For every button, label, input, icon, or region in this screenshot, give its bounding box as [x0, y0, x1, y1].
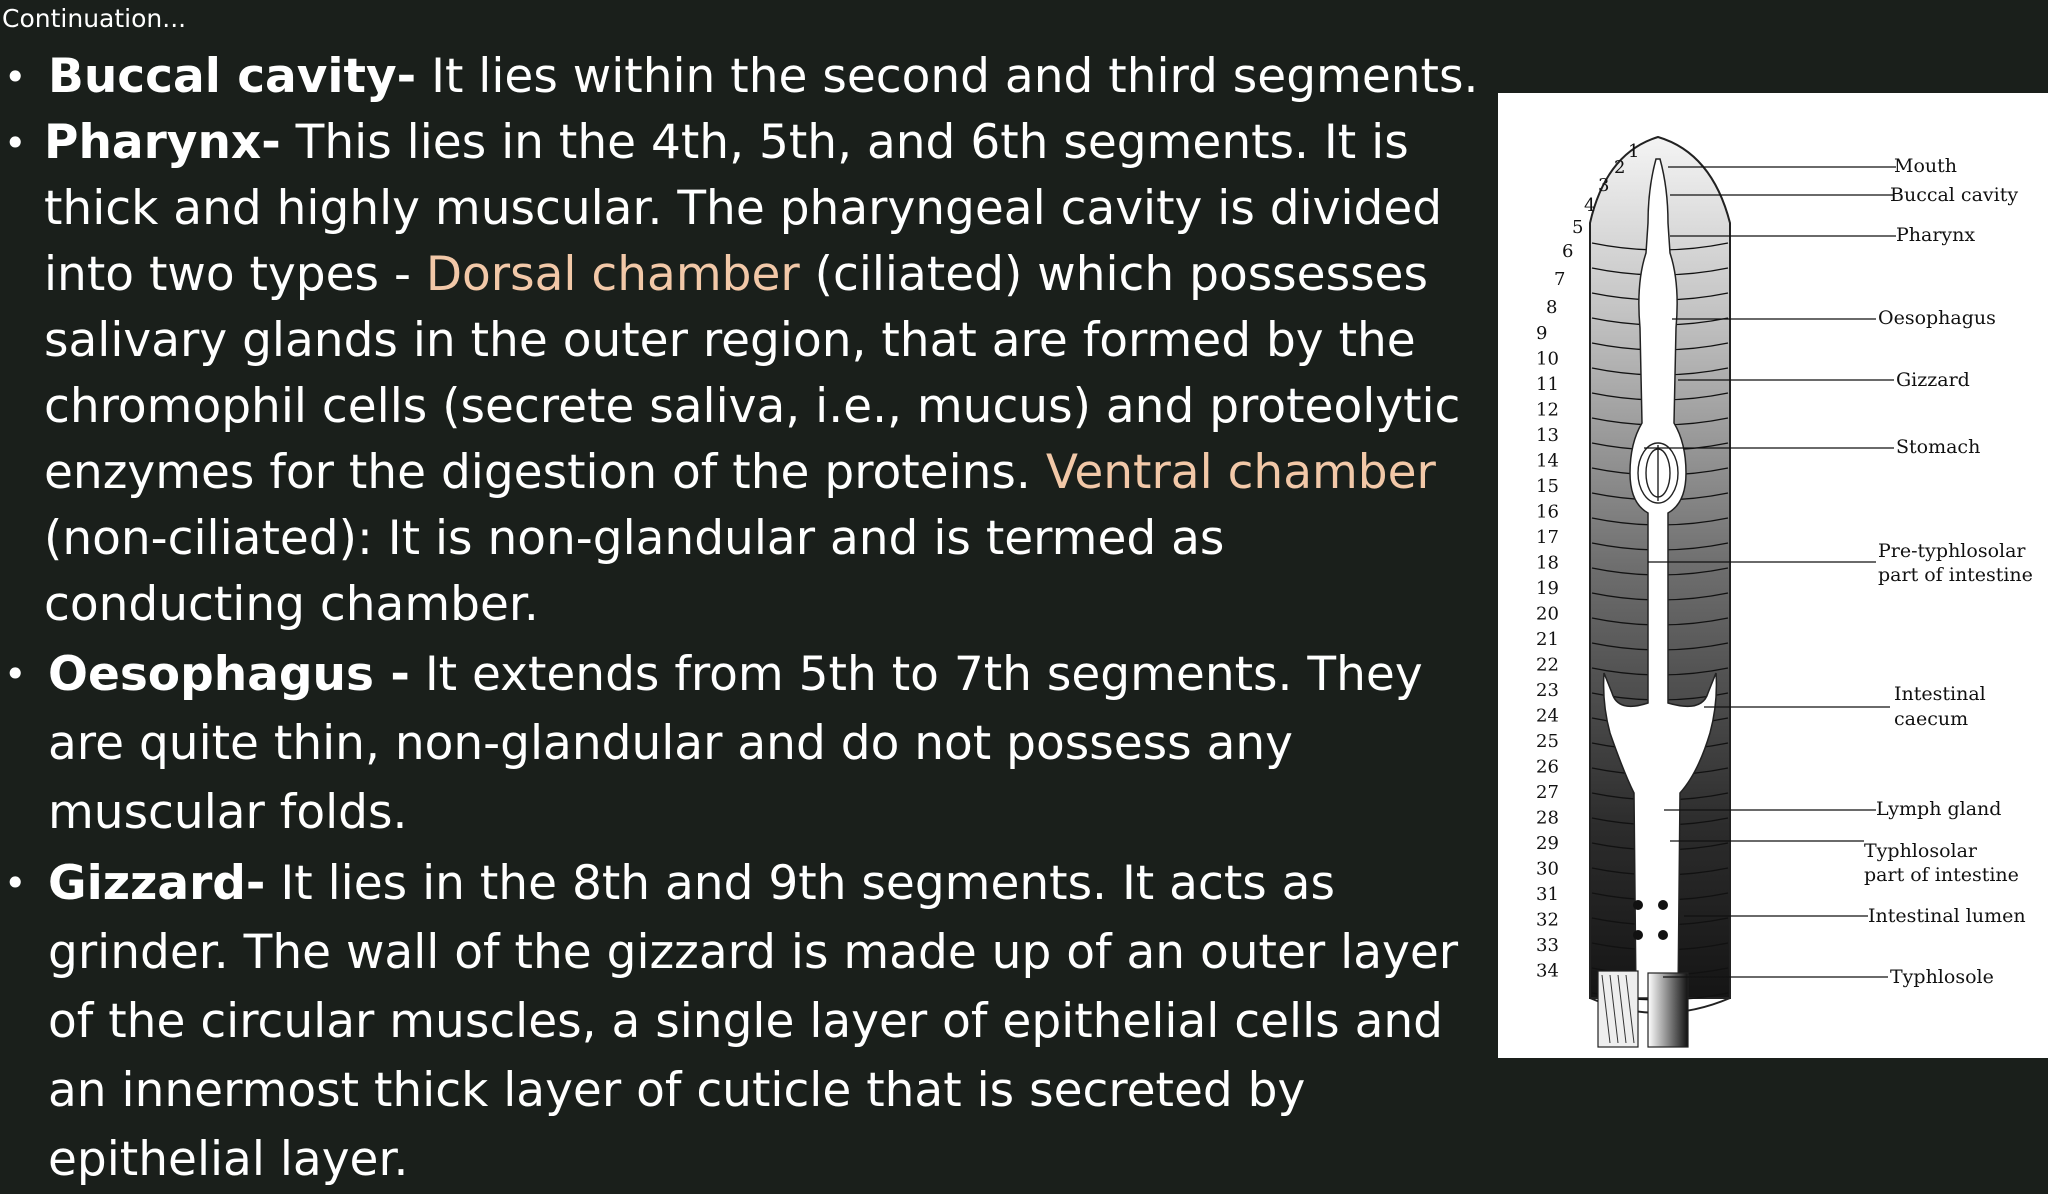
label-typhlosole: Typhlosole — [1890, 966, 1994, 988]
bullet-dot: • — [4, 121, 27, 165]
segment-number: 12 — [1536, 399, 1559, 421]
segment-number: 6 — [1562, 241, 1574, 262]
typhlosole-block — [1598, 971, 1638, 1047]
segment-number: 17 — [1536, 527, 1559, 548]
desc-gizzard: It lies in the 8th and 9th segments. It acts as grinder. The wall of the gizzard is made up of an outer layer of the circular muscles, a single layer of epithelial cells and an innermost thick layer of cuticle that is secreted by epithelial layer. — [48, 856, 1459, 1187]
segment-number: 23 — [1536, 680, 1559, 701]
segment-number: 11 — [1536, 374, 1559, 395]
bullet-gizzard — [0, 849, 1500, 1194]
segment-number: 30 — [1536, 858, 1559, 880]
segment-number: 33 — [1536, 935, 1559, 956]
label-intestinal-lumen: Intestinal lumen — [1868, 905, 2026, 927]
label-pre-typhlosolar-2: part of intestine — [1878, 564, 2033, 586]
earthworm-digestive-diagram — [1498, 93, 2048, 1058]
continuation-label: Continuation... — [2, 4, 187, 33]
desc-buccal-cavity: It lies within the second and third segments. — [416, 49, 1479, 104]
term-pharynx: Pharynx- — [44, 115, 281, 170]
bullet-list — [0, 44, 1500, 1194]
diagram-svg — [1498, 93, 2048, 1058]
label-buccal-cavity: Buccal cavity — [1890, 184, 2019, 206]
segment-number: 4 — [1584, 195, 1596, 216]
segment-number: 13 — [1536, 425, 1559, 446]
highlight-ventral-chamber: Ventral chamber — [1045, 445, 1436, 500]
label-lymph-gland: Lymph gland — [1876, 798, 2002, 820]
label-oesophagus: Oesophagus — [1878, 307, 1996, 329]
segment-number: 29 — [1536, 833, 1559, 854]
segment-number: 24 — [1536, 705, 1559, 727]
bullet-buccal-cavity — [0, 44, 1500, 110]
segment-number: 16 — [1536, 501, 1559, 523]
segment-number: 27 — [1536, 782, 1559, 803]
label-pre-typhlosolar: Pre-typhlosolar — [1878, 540, 2026, 562]
bullet-dot: • — [4, 861, 27, 905]
segment-number: 31 — [1536, 884, 1559, 905]
label-mouth: Mouth — [1894, 155, 1958, 177]
segment-number: 9 — [1536, 323, 1548, 344]
segment-number: 5 — [1572, 217, 1584, 238]
segment-number: 25 — [1536, 731, 1559, 752]
term-buccal-cavity: Buccal cavity- — [48, 49, 417, 104]
segment-number: 8 — [1546, 297, 1558, 318]
segment-number: 26 — [1536, 756, 1559, 778]
label-pharynx: Pharynx — [1896, 224, 1976, 246]
segment-number: 22 — [1536, 654, 1559, 676]
segment-number: 7 — [1554, 269, 1566, 290]
segment-number: 15 — [1536, 476, 1559, 497]
segment-number: 34 — [1536, 960, 1559, 982]
label-typhlosolar-2: part of intestine — [1864, 864, 2019, 886]
segment-number: 28 — [1536, 807, 1559, 829]
highlight-dorsal-chamber: Dorsal chamber — [425, 247, 800, 302]
segment-number: 1 — [1628, 141, 1640, 162]
segment-number: 18 — [1536, 552, 1559, 574]
segment-number: 20 — [1536, 603, 1559, 625]
label-gizzard: Gizzard — [1896, 369, 1970, 391]
label-stomach: Stomach — [1896, 436, 1981, 458]
desc-pharynx-c: (non-ciliated): It is non-glandular and is termed as conducting chamber. — [44, 511, 1225, 632]
segment-number: 10 — [1536, 348, 1559, 370]
segment-number: 3 — [1598, 175, 1610, 196]
bullet-pharynx — [0, 110, 1500, 638]
label-intestinal-caecum: Intestinal — [1894, 683, 1986, 705]
segment-number: 19 — [1536, 578, 1559, 599]
desc-pharynx-a: This lies in the 4th, 5th, and 6th segments. It is thick and highly muscular. The pharyngeal cavity is divided into two types - — [44, 115, 1443, 302]
desc-pharynx-b: (ciliated) which possesses salivary glands in the outer region, that are formed by the chromophil cells (secrete saliva, i.e., mucus) and proteolytic enzymes for the digestion of the proteins. — [44, 247, 1461, 500]
label-intestinal-caecum-2: caecum — [1894, 708, 1969, 730]
segment-number: 2 — [1614, 157, 1626, 178]
segment-number: 21 — [1536, 629, 1559, 650]
term-gizzard: Gizzard- — [48, 856, 266, 911]
bullet-dot: • — [4, 55, 27, 99]
segment-number: 14 — [1536, 450, 1559, 472]
label-typhlosolar: Typhlosolar — [1864, 840, 1977, 862]
segment-number: 32 — [1536, 909, 1559, 931]
bullet-dot: • — [4, 652, 27, 696]
intestinal-lumen-shape — [1648, 973, 1688, 1047]
term-oesophagus: Oesophagus - — [48, 647, 410, 702]
desc-oesophagus: It extends from 5th to 7th segments. They are quite thin, non-glandular and do not possess any muscular folds. — [48, 647, 1423, 840]
bullet-oesophagus — [0, 640, 1500, 847]
